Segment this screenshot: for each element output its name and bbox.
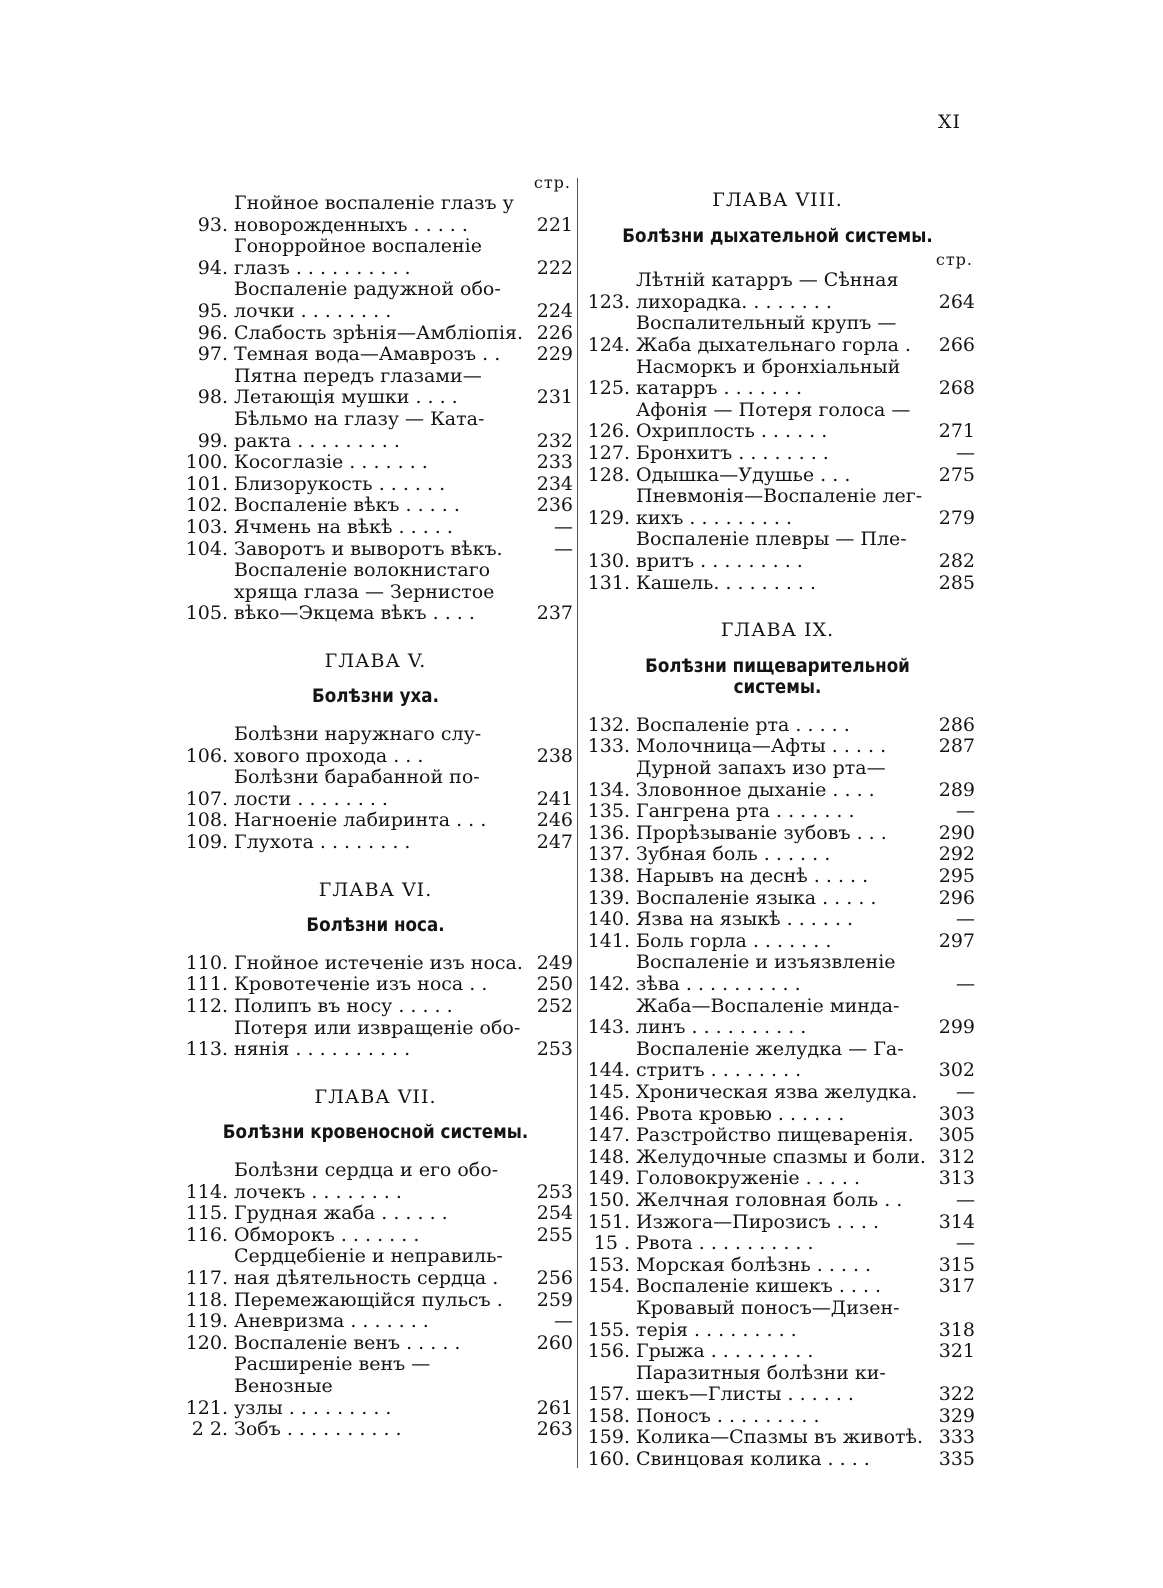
entry-number: 132.	[587, 713, 630, 736]
entry-title: Кровотеченіе изъ носа . .	[234, 973, 488, 996]
toc-entry	[580, 1276, 975, 1298]
entry-title: Колика—Спазмы въ животѣ.	[636, 1426, 924, 1449]
entry-number: 2 2.	[191, 1418, 228, 1441]
entry-page: 297	[938, 929, 975, 952]
toc-entry	[580, 823, 975, 845]
entry-title: Косоглазіе . . . . . . .	[234, 451, 428, 474]
entry-number: 99.	[197, 429, 228, 452]
entry-number: 102.	[185, 494, 228, 517]
entry-number: 97.	[197, 343, 228, 366]
entry-page: 247	[536, 831, 573, 854]
entry-title: Заворотъ и выворотъ вѣкъ.	[234, 537, 503, 560]
entry-page: —	[956, 1188, 975, 1211]
entry-page: 305	[938, 1124, 975, 1147]
entry-page: 232	[536, 429, 573, 452]
entry-title: Темная вода—Амаврозъ . .	[234, 343, 501, 366]
entry-number: 118.	[185, 1288, 228, 1311]
entry-number: 143.	[587, 1016, 630, 1039]
entry-number: 116.	[185, 1223, 228, 1246]
entry-title: Воспаленіе радужной обо- лочки . . . . . . . .	[234, 278, 501, 322]
entry-page: 253	[536, 1038, 573, 1061]
entry-page: 286	[938, 713, 975, 736]
entry-number: 105.	[185, 602, 228, 625]
entry-title: Зобъ . . . . . . . . . .	[234, 1418, 402, 1441]
entry-page: 250	[536, 973, 573, 996]
entry-page: 255	[536, 1223, 573, 1246]
entry-number: 131.	[587, 571, 630, 594]
entry-title: Жаба—Воспаленіе минда- линъ . . . . . . . . . .	[636, 994, 900, 1039]
entry-title: Гнойное истеченіе изъ носа.	[234, 951, 523, 974]
toc-entry	[580, 931, 975, 953]
toc-entry	[580, 1039, 975, 1082]
entry-title: Кашель. . . . . . . . .	[636, 571, 817, 594]
entry-title: Насморкъ и бронхіальный катарръ . . . . . . .	[636, 355, 901, 400]
entry-title: Бѣльмо на глазу — Ката- ракта . . . . . . . . .	[234, 407, 485, 452]
entry-title: Гонорройное воспаленіе глазъ . . . . . . . . . .	[234, 235, 483, 279]
entry-title: Нарывъ на деснѣ . . . . .	[636, 865, 869, 888]
entry-title: Воспаленіе языка . . . . .	[636, 886, 877, 909]
toc-entry	[178, 1018, 573, 1061]
entry-number: 140.	[587, 908, 630, 931]
entry-title: Воспаленіе рта . . . . .	[636, 713, 850, 736]
entry-number: 156.	[587, 1340, 630, 1363]
entry-title: Обморокъ . . . . . . .	[234, 1223, 420, 1246]
entry-title: Сердцебіеніе и неправиль- ная дѣятельность сердца .	[234, 1245, 503, 1289]
toc-entry	[580, 1341, 975, 1363]
entry-page: 246	[536, 809, 573, 832]
entry-number: 155.	[587, 1318, 630, 1341]
entry-number: 130.	[587, 549, 630, 572]
entry-page: 271	[938, 420, 975, 443]
entry-number: 138.	[587, 865, 630, 888]
chapter-title: Болѣзни кровеносной системы.	[222, 1121, 529, 1144]
toc-entry	[580, 1363, 975, 1406]
entry-page: 254	[536, 1202, 573, 1225]
entry-title: Паразитныя болѣзни ки- шекъ—Глисты . . . . . .	[636, 1361, 886, 1406]
entry-page: 236	[536, 494, 573, 517]
entry-page: 333	[938, 1426, 975, 1449]
entry-title: Хроническая язва желудка.	[636, 1080, 918, 1103]
entry-page: 313	[938, 1167, 975, 1190]
toc-entry	[178, 1333, 573, 1355]
chapter-heading: ГЛАВА IX.	[720, 619, 835, 642]
page-column-header: стр.	[935, 250, 973, 270]
entry-number: 108.	[185, 809, 228, 832]
entry-page: 302	[938, 1059, 975, 1082]
toc-entry	[178, 344, 573, 366]
toc-entry	[580, 758, 975, 801]
entry-page: 285	[938, 571, 975, 594]
entry-page: 318	[938, 1318, 975, 1341]
entry-number: 94.	[197, 256, 228, 279]
toc-entry	[580, 1255, 975, 1277]
entry-number: 148.	[587, 1145, 630, 1168]
entry-title: Одышка—Удушье . . .	[636, 463, 851, 486]
entry-page: 317	[938, 1275, 975, 1298]
toc-entry	[580, 801, 975, 823]
toc-entry	[580, 1104, 975, 1126]
toc-entry	[580, 1147, 975, 1169]
entry-title: Слабость зрѣнія—Амбліопія.	[234, 321, 524, 344]
chapter-title: Болѣзни уха.	[312, 685, 439, 708]
entry-number: 123.	[587, 290, 630, 313]
toc-entry	[178, 810, 573, 832]
chapter-title: Болѣзни пищеварительной системы.	[645, 654, 910, 699]
entry-page: 314	[938, 1210, 975, 1233]
entry-page: —	[956, 1232, 975, 1255]
entry-title: Прорѣзываніе зубовъ . . .	[636, 821, 887, 844]
entry-number: 149.	[587, 1167, 630, 1190]
entry-title: Воспаленіе и изъязвленіе зѣва . . . . . . . . . .	[636, 951, 896, 995]
entry-page: 295	[938, 865, 975, 888]
toc-entry	[580, 888, 975, 910]
entry-page: 292	[938, 843, 975, 866]
entry-page: 222	[536, 256, 573, 279]
entry-title: Нагноеніе лабиринта . . .	[234, 809, 487, 832]
entry-number: 160.	[587, 1448, 630, 1471]
entry-title: Изжога—Пирозисъ . . . .	[636, 1210, 880, 1233]
entry-number: 106.	[185, 744, 228, 767]
entry-title: Воспаленіе вѣкъ . . . . .	[234, 494, 460, 517]
toc-entry	[178, 366, 573, 409]
entry-number: 103.	[185, 515, 228, 538]
entry-title: Головокруженіе . . . . .	[636, 1167, 860, 1190]
toc-list	[580, 715, 975, 1471]
toc-entry	[580, 844, 975, 866]
entry-number: 121.	[185, 1396, 228, 1419]
entry-number: 147.	[587, 1124, 630, 1147]
chapter-heading: ГЛАВА VII.	[314, 1085, 437, 1108]
entry-page: 231	[536, 386, 573, 409]
toc-entry	[178, 974, 573, 996]
toc-entry	[178, 832, 573, 854]
toc-entry	[580, 1190, 975, 1212]
entry-number: 151.	[587, 1210, 630, 1233]
entry-page: 252	[536, 995, 573, 1017]
toc-entry	[580, 443, 975, 465]
entry-number: 111.	[185, 973, 228, 996]
toc-entry	[580, 1212, 975, 1234]
entry-title: Полипъ въ носу . . . . .	[234, 995, 453, 1017]
entry-number: 133.	[587, 735, 630, 758]
entry-number: 107.	[185, 787, 228, 810]
entry-number: 115.	[185, 1202, 228, 1225]
entry-page: 329	[938, 1404, 975, 1427]
entry-page: —	[554, 1310, 573, 1333]
toc-entry	[178, 279, 573, 322]
entry-title: Язва на языкѣ . . . . . .	[636, 908, 854, 931]
entry-number: 109.	[185, 831, 228, 854]
entry-number: 154.	[587, 1275, 630, 1298]
toc-entry	[580, 270, 975, 313]
right-column	[580, 172, 975, 1471]
entry-title: Бронхитъ . . . . . . . .	[636, 441, 829, 464]
entry-number: 125.	[587, 377, 630, 400]
entry-title: Воспаленіе плевры — Пле- вритъ . . . . . . . . .	[636, 528, 907, 572]
toc-entry	[178, 1160, 573, 1203]
entry-title: Ячмень на вѣкѣ . . . . .	[234, 515, 453, 538]
toc-entry	[580, 1168, 975, 1190]
entry-title: Рвота кровью . . . . . .	[636, 1102, 845, 1125]
toc-entry	[580, 1298, 975, 1341]
toc-list	[178, 1160, 573, 1441]
entry-page: 261	[536, 1396, 573, 1419]
toc-entry	[580, 1082, 975, 1104]
entry-title: Свинцовая колика . . . .	[636, 1448, 870, 1471]
entry-title: Боль горла . . . . . . .	[636, 929, 832, 952]
entry-number: 158.	[587, 1404, 630, 1427]
toc-entry	[178, 452, 573, 474]
toc-entry	[580, 909, 975, 931]
entry-page: 322	[938, 1383, 975, 1406]
entry-title: Зубная боль . . . . . .	[636, 843, 831, 866]
entry-title: Грудная жаба . . . . . .	[234, 1202, 448, 1225]
entry-title: Аневризма . . . . . . .	[234, 1310, 429, 1333]
toc-entry	[580, 357, 975, 400]
entry-number: 124.	[587, 333, 630, 356]
toc-entry	[580, 1233, 975, 1255]
chapter-heading: ГЛАВА V.	[324, 649, 427, 672]
toc-entry	[178, 996, 573, 1018]
toc-entry	[580, 1449, 975, 1471]
entry-page: 238	[536, 744, 573, 767]
entry-page: 226	[536, 321, 573, 344]
toc-list	[178, 724, 573, 854]
entry-title: Афонія — Потеря голоса — Охриплость . . . . . .	[636, 398, 911, 443]
entry-title: Воспалительный крупъ — Жаба дыхательнаго горла .	[636, 312, 911, 356]
toc-entry	[580, 465, 975, 487]
entry-title: Гангрена рта . . . . . . .	[636, 800, 855, 823]
entry-number: 96.	[197, 321, 228, 344]
entry-title: Разстройство пищеваренія.	[636, 1124, 914, 1147]
entry-number: 120.	[185, 1331, 228, 1354]
entry-number: 139.	[587, 886, 630, 909]
entry-page: 321	[938, 1340, 975, 1363]
toc-entry	[580, 715, 975, 737]
toc-entry	[580, 313, 975, 356]
entry-page: —	[554, 515, 573, 538]
toc-entry	[580, 736, 975, 758]
chapter-title: Болѣзни дыхательной системы.	[622, 224, 933, 247]
toc-entry	[178, 323, 573, 345]
entry-title: Лѣтній катарръ — Сѣнная лихорадка. . . . . . . .	[636, 269, 899, 313]
toc-entry	[178, 767, 573, 810]
toc-entry	[178, 193, 573, 236]
entry-page: 256	[536, 1266, 573, 1289]
entry-number: 126.	[587, 420, 630, 443]
entry-page: 221	[536, 213, 573, 236]
toc-entry	[178, 560, 573, 625]
entry-number: 144.	[587, 1059, 630, 1082]
entry-number: 101.	[185, 472, 228, 495]
entry-page: 241	[536, 787, 573, 810]
entry-title: Болѣзни наружнаго слу- хового прохода . . .	[234, 723, 482, 767]
entry-page: —	[956, 908, 975, 931]
entry-number: 145.	[587, 1080, 630, 1103]
toc-entry	[178, 409, 573, 452]
entry-page: —	[956, 800, 975, 823]
entry-number: 137.	[587, 843, 630, 866]
entry-number: 127.	[587, 441, 630, 464]
toc-entry	[178, 1311, 573, 1333]
entry-title: Болѣзни барабанной по- лости . . . . . . . .	[234, 766, 480, 810]
toc-entry	[580, 866, 975, 888]
entry-number: 128.	[587, 463, 630, 486]
toc-entry	[580, 952, 975, 995]
entry-number: 150.	[587, 1188, 630, 1211]
entry-title: Расширеніе венъ — Венозные узлы . . . . . . . . .	[234, 1353, 431, 1419]
entry-number: 113.	[185, 1038, 228, 1061]
entry-title: Воспаленіе желудка — Га- стритъ . . . . . . . .	[636, 1037, 904, 1082]
entry-number: 141.	[587, 929, 630, 952]
entry-title: Воспаленіе венъ . . . . .	[234, 1331, 461, 1354]
entry-page: 260	[536, 1331, 573, 1354]
entry-page: 299	[938, 1016, 975, 1039]
entry-page: 266	[938, 333, 975, 356]
entry-title: Поносъ . . . . . . . . .	[636, 1404, 820, 1427]
toc-entry	[580, 1125, 975, 1147]
entry-title: Рвота . . . . . . . . . .	[636, 1232, 814, 1255]
entry-title: Глухота . . . . . . . .	[234, 831, 411, 854]
entry-page: 233	[536, 451, 573, 474]
chapter-title: Болѣзни носа.	[306, 914, 445, 937]
toc-entry	[580, 486, 975, 529]
entry-title: Дурной запахъ изо рта— Зловонное дыханіе . . . .	[636, 757, 886, 801]
entry-number: 146.	[587, 1102, 630, 1125]
entry-number: 104.	[185, 537, 228, 560]
toc-list	[580, 270, 975, 594]
entry-number: 98.	[197, 386, 228, 409]
entry-title: Желудочные спазмы и боли.	[636, 1145, 926, 1168]
entry-page: 263	[536, 1418, 573, 1441]
toc-list	[178, 193, 573, 625]
entry-page: 279	[938, 506, 975, 529]
toc-entry	[178, 1419, 573, 1441]
entry-title: Перемежающійся пульсъ .	[234, 1288, 503, 1311]
entry-number: 100.	[185, 451, 228, 474]
entry-title: Близорукость . . . . . .	[234, 472, 446, 495]
toc-entry	[580, 529, 975, 572]
entry-number: 157.	[587, 1383, 630, 1406]
toc-entry	[580, 1427, 975, 1449]
toc-entry	[178, 1290, 573, 1312]
entry-page: 289	[938, 778, 975, 801]
entry-number: 117.	[185, 1266, 228, 1289]
entry-title: Молочница—Афты . . . . .	[636, 735, 887, 758]
entry-number: 136.	[587, 821, 630, 844]
entry-title: Воспаленіе кишекъ . . . .	[636, 1275, 882, 1298]
entry-title: Болѣзни сердца и его обо- лочекъ . . . . . . . .	[234, 1158, 499, 1203]
entry-page: —	[554, 537, 573, 560]
entry-number: 142.	[587, 973, 630, 995]
page-number: XI	[938, 111, 962, 133]
entry-page: 335	[938, 1448, 975, 1471]
toc-entry	[580, 400, 975, 443]
entry-number: 129.	[587, 506, 630, 529]
toc-entry	[178, 1203, 573, 1225]
toc-entry	[580, 1406, 975, 1428]
entry-number: 119.	[185, 1310, 228, 1333]
entry-page: 264	[938, 290, 975, 313]
toc-entry	[178, 517, 573, 539]
entry-page: 275	[938, 463, 975, 486]
column-divider	[577, 178, 578, 1468]
entry-page: 237	[536, 602, 573, 625]
entry-number: 159.	[587, 1426, 630, 1449]
toc-list	[178, 953, 573, 1061]
entry-page: 234	[536, 472, 573, 495]
entry-page: 296	[938, 886, 975, 909]
toc-entry	[178, 236, 573, 279]
entry-title: Потеря или извращеніе обо- нянія . . . . . . . . . .	[234, 1016, 521, 1061]
entry-title: Морская болѣзнь . . . . .	[636, 1253, 872, 1276]
toc-entry	[178, 539, 573, 561]
entry-page: 282	[938, 549, 975, 572]
entry-number: 93.	[197, 213, 228, 236]
toc-entry	[178, 1225, 573, 1247]
left-column	[178, 172, 573, 1441]
toc-entry	[178, 474, 573, 496]
chapter-heading: ГЛАВА VIII.	[712, 189, 843, 211]
toc-entry	[178, 495, 573, 517]
entry-number: 110.	[185, 951, 228, 974]
entry-page: 229	[536, 343, 573, 366]
entry-page: 312	[938, 1145, 975, 1168]
toc-entry	[580, 996, 975, 1039]
entry-page: —	[956, 441, 975, 464]
toc-entry	[580, 573, 975, 595]
entry-number: 134.	[587, 778, 630, 801]
entry-number: 114.	[185, 1180, 228, 1203]
entry-number: 95.	[197, 299, 228, 322]
toc-entry	[178, 1354, 573, 1419]
entry-page: 287	[938, 735, 975, 758]
entry-title: Кровавый поносъ—Дизен- терія . . . . . . . . .	[636, 1296, 900, 1341]
entry-page: 253	[536, 1180, 573, 1203]
entry-title: Желчная головная боль . .	[636, 1188, 903, 1211]
toc-entry	[178, 1246, 573, 1289]
toc-entry	[178, 953, 573, 975]
entry-page: —	[956, 1080, 975, 1103]
entry-number: 15 .	[593, 1232, 630, 1255]
entry-page: —	[956, 973, 975, 995]
entry-page: 224	[536, 299, 573, 322]
entry-number: 135.	[587, 800, 630, 823]
entry-page: 249	[536, 951, 573, 974]
entry-page: 259	[536, 1288, 573, 1311]
entry-title: Гнойное воспаленіе глазъ у новорожденныхъ . . . . .	[234, 192, 514, 236]
entry-page: 303	[938, 1102, 975, 1125]
entry-page: 268	[938, 377, 975, 400]
entry-number: 153.	[587, 1253, 630, 1276]
entry-page: 290	[938, 821, 975, 844]
entry-number: 112.	[185, 995, 228, 1017]
entry-title: Воспаленіе волокнистаго хряща глаза — Зернистое вѣко—Экцема вѣкъ . . . .	[234, 559, 495, 625]
toc-entry	[178, 724, 573, 767]
chapter-heading: ГЛАВА VI.	[318, 878, 433, 901]
entry-title: Пятна передъ глазами— Летающія мушки . . . .	[234, 364, 482, 409]
entry-title: Грыжа . . . . . . . . .	[636, 1340, 814, 1363]
entry-page: 315	[938, 1253, 975, 1276]
entry-title: Пневмонія—Воспаленіе лег- кихъ . . . . . . . . .	[636, 485, 923, 529]
page-column-header: стр.	[533, 173, 571, 192]
